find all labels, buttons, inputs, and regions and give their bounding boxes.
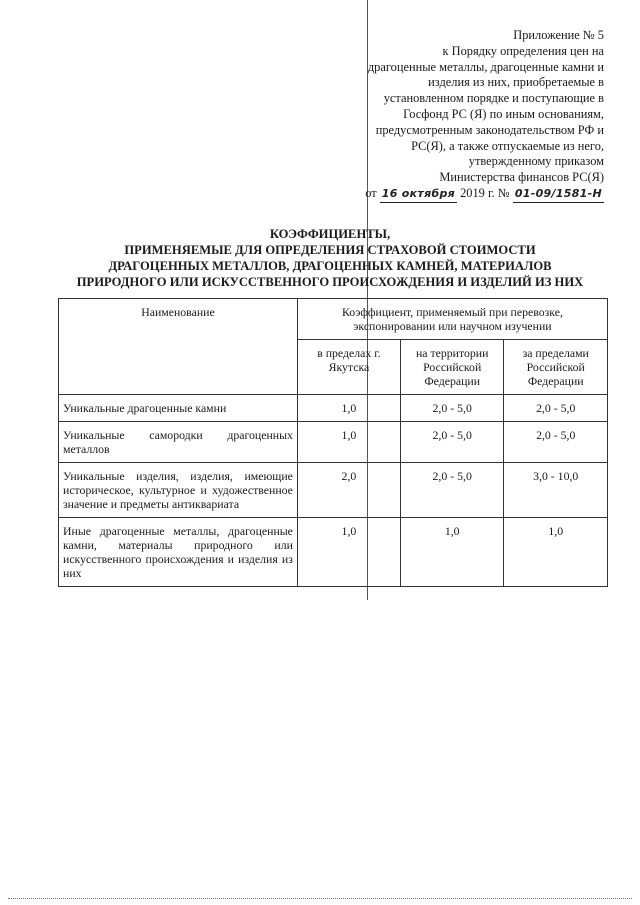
title-line: ПРИРОДНОГО ИЛИ ИСКУССТВЕННОГО ПРОИСХОЖДЕНИЯ И ИЗДЕЛИЙ ИЗ НИХ [76,275,584,289]
title-line: ПРИМЕНЯЕМЫЕ ДЛЯ ОПРЕДЕЛЕНИЯ СТРАХОВОЙ СТОИМОСТИ [124,243,536,257]
value-abroad: 3,0 - 10,0 [504,463,608,518]
table-row [59,463,608,518]
appendix-line: РС(Я), а также отпускаемые из него, [411,138,604,153]
row-name: Уникальные драгоценные камни [59,395,298,422]
value-russia: 1,0 [400,518,504,587]
order-date-number-line [314,186,604,203]
value-russia: 2,0 - 5,0 [400,422,504,463]
row-name: Иные драгоценные металлы, драгоценные камни, материалы природного или искусственного происхождения и изделия из них [59,518,298,587]
title-line: ДРАГОЦЕННЫХ МЕТАЛЛОВ, ДРАГОЦЕННЫХ КАМНЕЙ, МАТЕРИАЛОВ [108,259,552,273]
appendix-line: предусмотренным законодательством РФ и [375,122,604,137]
handwritten-order-number: 01-09/1581-Н [513,186,604,203]
table-row [59,518,608,587]
appendix-line: изделия из них, приобретаемые в [428,75,604,90]
title-line: КОЭФФИЦИЕНТЫ, [269,227,391,241]
document-title [60,226,600,290]
appendix-line: утвержденному приказом [468,154,604,169]
value-abroad: 2,0 - 5,0 [504,422,608,463]
coefficients-table [58,298,608,587]
name-column-header: Наименование [59,299,298,395]
row-name: Уникальные изделия, изделия, имеющие историческое, культурное и художественное значение и предметы антиквариата [59,463,298,518]
coefficient-group-header: Коэффициент, применяемый при перевозке, экспонировании или научном изучении [297,299,607,340]
subheader-abroad: за пределами Российской Федерации [504,340,608,395]
appendix-header [314,28,604,203]
table-row [59,422,608,463]
subheader-russia: на территории Российской Федерации [400,340,504,395]
value-abroad: 1,0 [504,518,608,587]
appendix-line: Министерства финансов РС(Я) [439,170,604,185]
appendix-line: Приложение № 5 [513,28,604,42]
value-yakutsk: 1,0 [297,395,400,422]
date-prefix: от [365,185,377,200]
value-yakutsk: 2,0 [297,463,400,518]
table-header-row [59,299,608,340]
appendix-line: Госфонд РС (Я) по иным основаниям, [403,106,604,121]
handwritten-date: 16 октября [380,186,457,203]
appendix-line: драгоценные металлы, драгоценные камни и [367,59,604,74]
value-abroad: 2,0 - 5,0 [504,395,608,422]
appendix-line: к Порядку определения цен на [442,43,604,58]
value-russia: 2,0 - 5,0 [400,395,504,422]
row-name: Уникальные самородки драгоценных металлов [59,422,298,463]
value-yakutsk: 1,0 [297,422,400,463]
number-label: № [497,185,510,200]
appendix-line: установленном порядке и поступающие в [383,91,604,106]
scan-bottom-edge [8,898,632,899]
table-row [59,395,608,422]
order-year: 2019 г. [460,185,495,200]
value-yakutsk: 1,0 [297,518,400,587]
subheader-yakutsk: в пределах г. Якутска [297,340,400,395]
value-russia: 2,0 - 5,0 [400,463,504,518]
